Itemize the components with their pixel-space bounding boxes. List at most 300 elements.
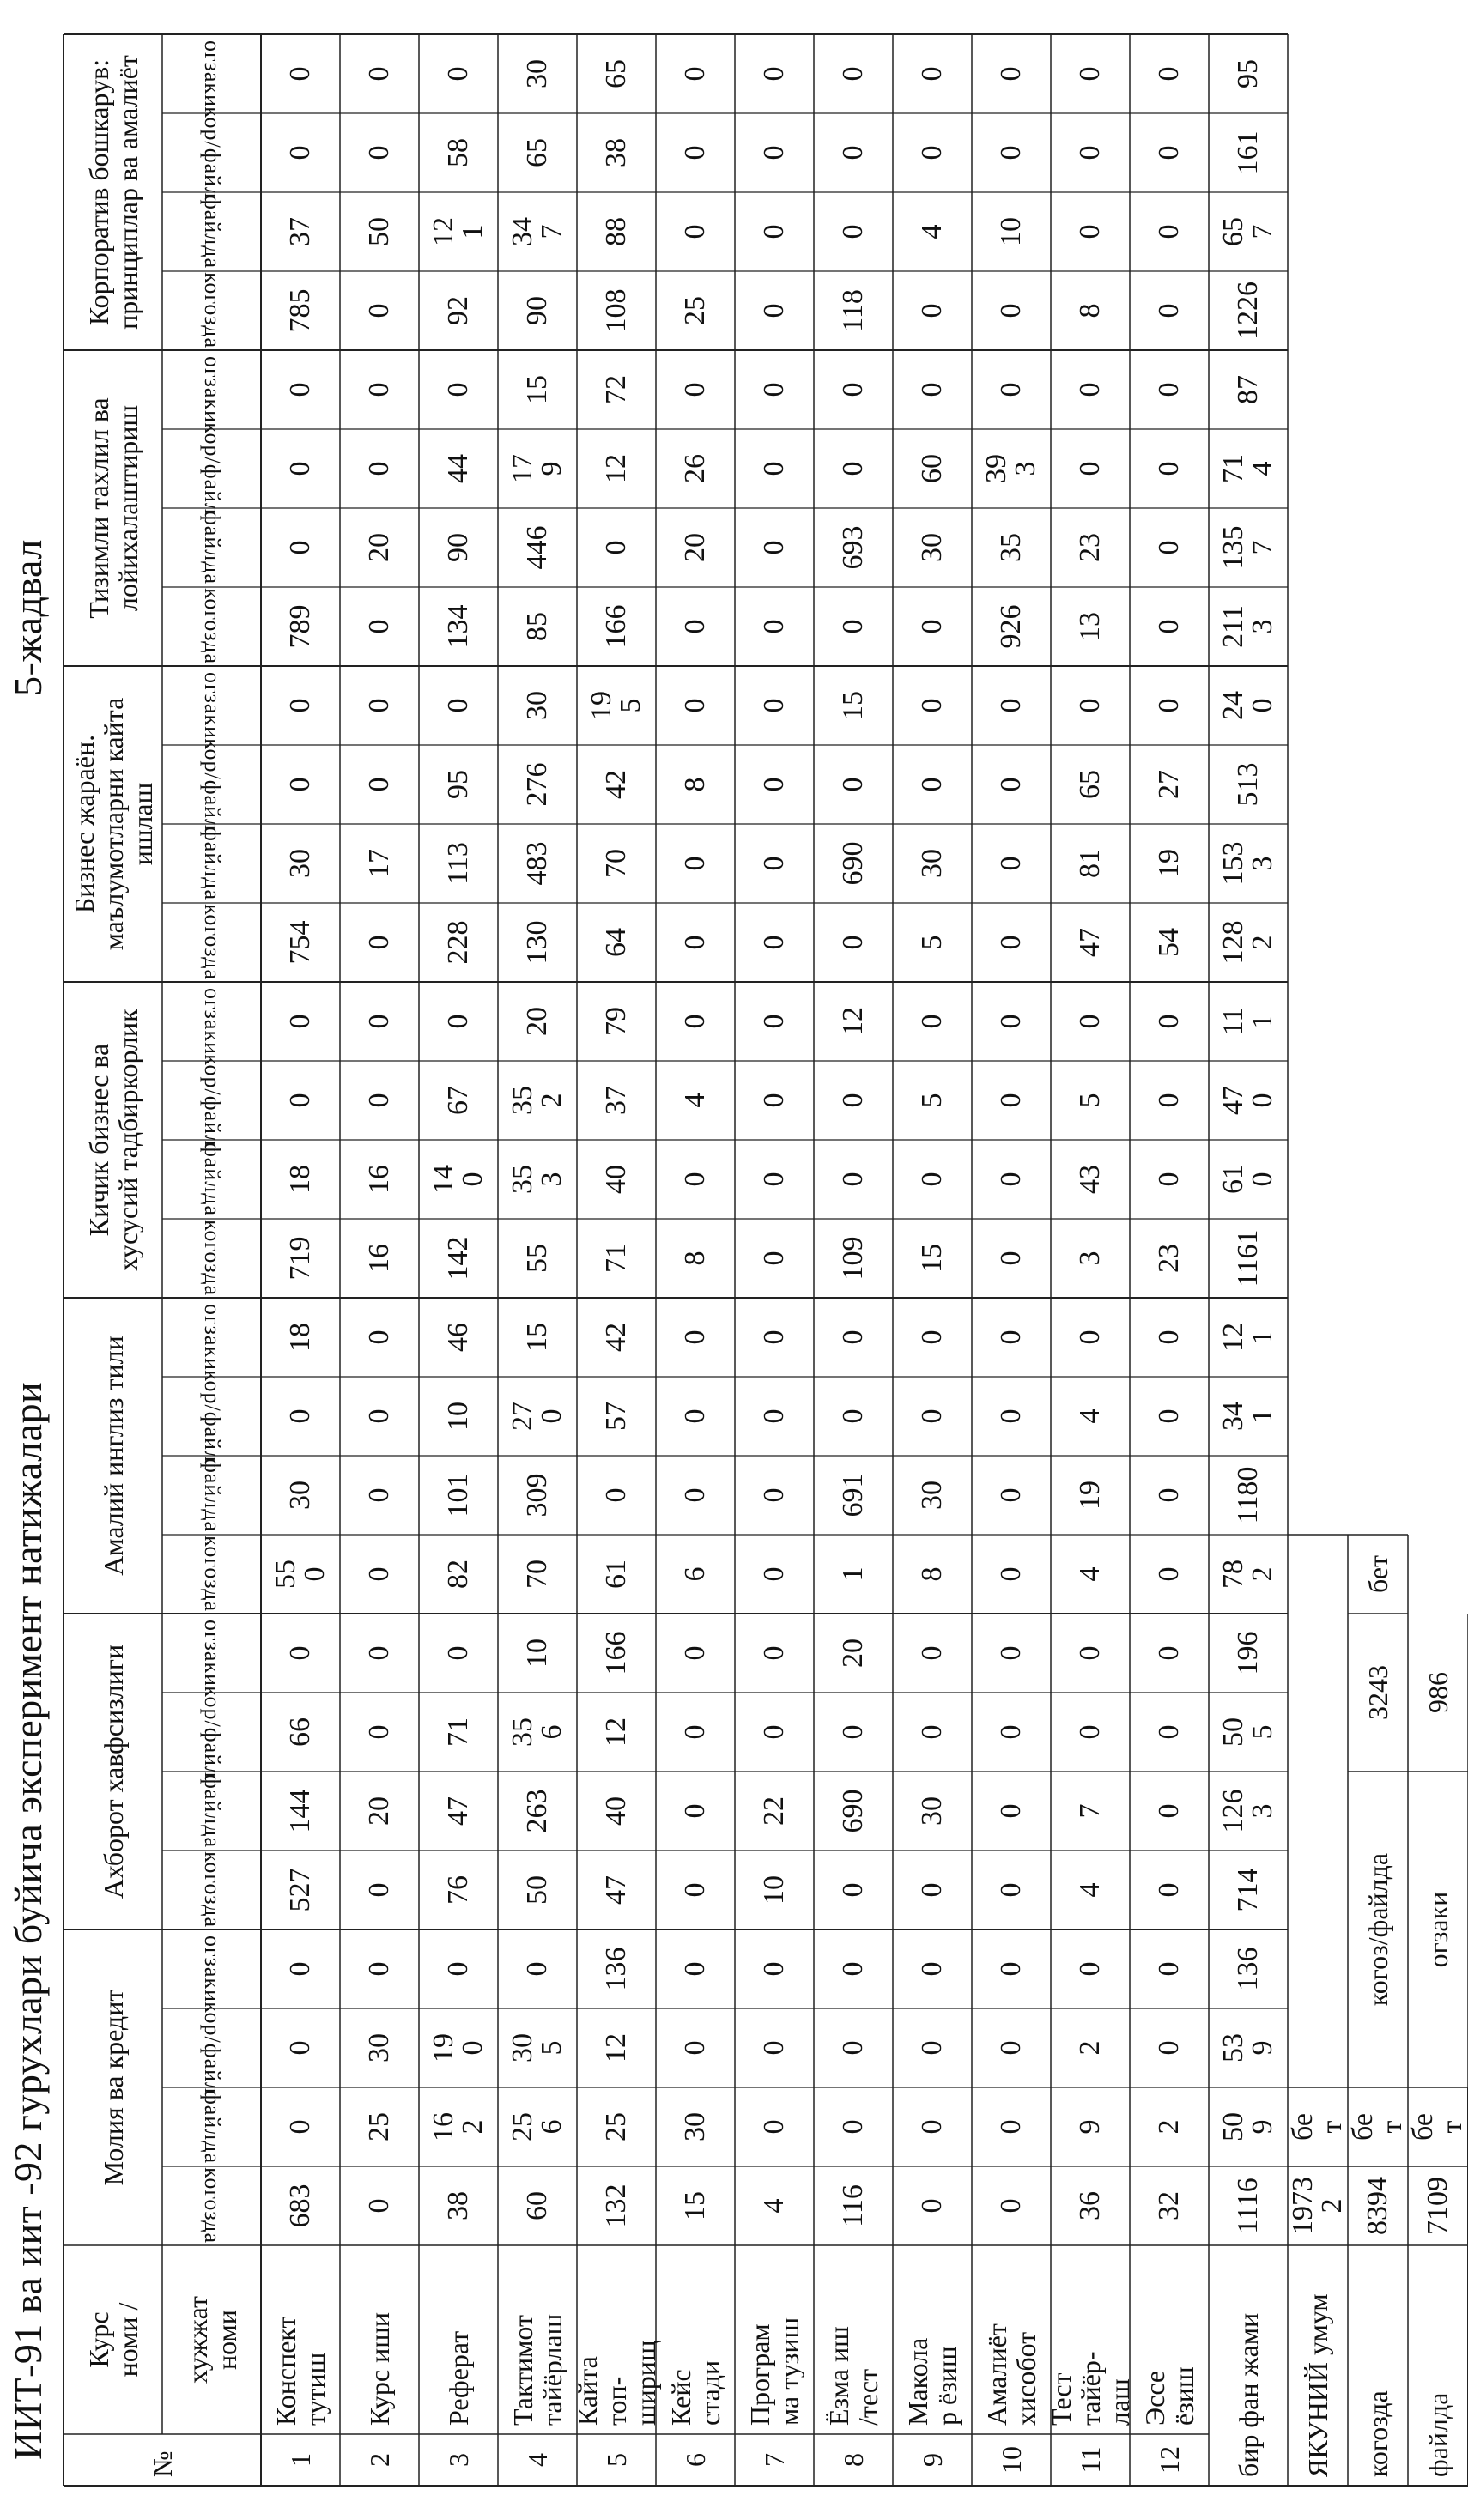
table-cell: 20 — [837, 1639, 869, 1668]
table-cell: 27 0 — [507, 1402, 567, 1431]
subject-total-cell: 53 9 — [1217, 2033, 1278, 2063]
table-cell: 16 2 — [428, 2112, 488, 2141]
table-cell: 0 — [758, 1566, 790, 1582]
table-cell: 0 — [284, 777, 316, 792]
table-cell: 0 — [679, 1803, 711, 1819]
table-cell: 30 — [679, 2112, 711, 2141]
paper-file-value: 3243 — [1362, 1665, 1393, 1720]
subject-total-cell: 95 — [1232, 59, 1264, 88]
table-cell: 0 — [363, 1961, 395, 1977]
subheader-file: файлда — [199, 194, 225, 270]
row-number: 2 — [363, 2453, 395, 2467]
table-cell: 0 — [1153, 1487, 1185, 1503]
table-cell: 0 — [1074, 1724, 1106, 1740]
file-total-value: 7109 — [1422, 2177, 1453, 2235]
subject-total-cell: 513 — [1232, 762, 1264, 807]
table-cell: 0 — [916, 1724, 948, 1740]
document-name: Кайта топ- ширищ — [572, 2340, 661, 2426]
table-cell: 0 — [995, 1172, 1027, 1187]
table-cell: 65 — [1074, 770, 1106, 799]
table-cell: 0 — [916, 1172, 948, 1187]
course-header: Корпоратив бошкарув: принциплар ва амалиёт — [82, 55, 143, 330]
subject-total-cell: 135 7 — [1217, 525, 1278, 570]
subheader-paper-file: кор/файл — [199, 1370, 225, 1463]
table-cell: 0 — [758, 1645, 790, 1661]
table-cell: 0 — [363, 2198, 395, 2214]
table-cell: 0 — [284, 1014, 316, 1029]
header-document-name: хужжат номи — [181, 2296, 242, 2384]
subheader-paper: когозда — [199, 1220, 225, 1297]
document-name: Курс иши — [364, 2311, 395, 2426]
table-cell: 0 — [995, 935, 1027, 950]
table-cell: 30 — [916, 533, 948, 562]
table-cell: 276 — [521, 762, 553, 807]
table-cell: 15 — [837, 691, 869, 720]
table-cell: 0 — [837, 2119, 869, 2135]
table-cell: 0 — [679, 1014, 711, 1029]
table-cell: 0 — [1153, 1566, 1185, 1582]
table-cell: 0 — [363, 461, 395, 476]
table-cell: 0 — [363, 698, 395, 713]
table-cell: 92 — [442, 296, 474, 325]
table-cell: 20 — [679, 533, 711, 562]
table-cell: 0 — [837, 1961, 869, 1977]
table-cell: 20 — [363, 533, 395, 562]
table-cell: 15 — [521, 375, 553, 404]
table-cell: 37 — [284, 217, 316, 246]
table-cell: 54 — [1153, 928, 1185, 957]
table-cell: 0 — [1153, 303, 1185, 318]
subheader-oral: огзаки — [199, 355, 225, 424]
subject-total-cell: 24 0 — [1217, 691, 1278, 720]
subheader-file: файлда — [199, 1773, 225, 1849]
subheader-paper-file: кор/файл — [199, 1054, 225, 1147]
table-cell: 40 — [600, 1165, 632, 1194]
table-cell: 0 — [1074, 224, 1106, 239]
table-cell: 64 — [600, 928, 632, 957]
table-cell: 0 — [995, 1645, 1027, 1661]
table-cell: 0 — [284, 698, 316, 713]
table-cell: 4 — [916, 224, 948, 239]
table-cell: 71 — [442, 1717, 474, 1747]
table-cell: 0 — [995, 1961, 1027, 1977]
subheader-paper: когозда — [199, 904, 225, 981]
table-cell: 0 — [758, 1093, 790, 1108]
table-cell: 309 — [521, 1473, 553, 1517]
table-cell: 34 7 — [507, 217, 567, 246]
table-cell: 76 — [442, 1875, 474, 1905]
oral-label: огзаки — [1422, 1891, 1453, 1968]
table-cell: 0 — [837, 2040, 869, 2056]
table-cell: 19 0 — [428, 2033, 488, 2063]
paper-file-label: когоз/файлда — [1362, 1852, 1393, 2007]
subheader-file: файлда — [199, 510, 225, 585]
table-cell: 0 — [758, 224, 790, 239]
paper-total-value: 8394 — [1362, 2177, 1393, 2235]
table-cell: 0 — [284, 540, 316, 555]
table-cell: 0 — [916, 2040, 948, 2056]
table-cell: 6 — [679, 1566, 711, 1582]
table-cell: 30 — [363, 2033, 395, 2063]
table-cell: 0 — [837, 224, 869, 239]
table-cell: 0 — [837, 382, 869, 397]
table-cell: 0 — [1153, 1093, 1185, 1108]
table-cell: 30 — [284, 1481, 316, 1510]
table-cell: 0 — [837, 619, 869, 634]
table-cell: 0 — [679, 1330, 711, 1345]
table-cell: 0 — [916, 619, 948, 634]
table-cell: 10 — [995, 217, 1027, 246]
table-cell: 0 — [916, 1645, 948, 1661]
table-cell: 1 — [837, 1566, 869, 1582]
table-cell: 0 — [758, 1724, 790, 1740]
subject-total-cell: 87 — [1232, 375, 1264, 404]
subheader-oral: огзаки — [199, 1303, 225, 1372]
table-cell: 0 — [600, 1487, 632, 1503]
subheader-paper-file: кор/файл — [199, 422, 225, 515]
row-number: 10 — [995, 2446, 1027, 2474]
table-cell: 88 — [600, 217, 632, 246]
row-number: 3 — [442, 2453, 474, 2467]
table-cell: 0 — [916, 777, 948, 792]
table-cell: 0 — [363, 619, 395, 634]
table-cell: 0 — [758, 698, 790, 713]
table-cell: 693 — [837, 525, 869, 570]
table-cell: 0 — [758, 540, 790, 555]
table-cell: 18 — [284, 1165, 316, 1194]
table-cell: 0 — [758, 382, 790, 397]
subheader-file: файлда — [199, 826, 225, 901]
table-cell: 0 — [679, 619, 711, 634]
subheader-oral: огзаки — [199, 1619, 225, 1687]
table-cell: 57 — [600, 1402, 632, 1431]
table-cell: 70 — [600, 849, 632, 878]
subject-total-cell: 1161 — [1232, 1229, 1264, 1287]
file-total-label: файлда — [1423, 2392, 1453, 2477]
table-cell: 0 — [284, 1645, 316, 1661]
table-cell: 263 — [521, 1789, 553, 1833]
row-number: 1 — [284, 2453, 316, 2467]
table-cell: 0 — [679, 145, 711, 161]
table-cell: 0 — [995, 2119, 1027, 2135]
table-cell: 0 — [363, 1882, 395, 1898]
table-cell: 47 — [600, 1875, 632, 1905]
table-cell: 0 — [1153, 1724, 1185, 1740]
table-cell: 30 — [521, 59, 553, 88]
table-cell: 20 — [363, 1796, 395, 1826]
table-cell: 0 — [916, 1882, 948, 1898]
subheader-file: файлда — [199, 1142, 225, 1217]
table-cell: 82 — [442, 1560, 474, 1589]
table-cell: 118 — [837, 289, 869, 332]
table-cell: 0 — [916, 145, 948, 161]
table-cell: 0 — [679, 1724, 711, 1740]
document-name: Эссе ёзиш — [1139, 2366, 1199, 2426]
table-cell: 0 — [1074, 461, 1106, 476]
table-cell: 0 — [758, 66, 790, 82]
table-cell: 0 — [363, 935, 395, 950]
table-cell: 5 — [916, 935, 948, 950]
table-cell: 26 — [679, 454, 711, 483]
table-cell: 22 — [758, 1796, 790, 1826]
table-cell: 15 — [916, 1244, 948, 1273]
table-cell: 690 — [837, 841, 869, 886]
table-cell: 754 — [284, 920, 316, 965]
subheader-paper: когозда — [199, 588, 225, 665]
table-cell: 0 — [916, 1014, 948, 1029]
row-number: 5 — [600, 2453, 632, 2467]
row-number: 8 — [837, 2453, 869, 2467]
table-cell: 12 — [600, 454, 632, 483]
table-cell: 166 — [600, 1631, 632, 1675]
table-cell: 15 — [679, 2191, 711, 2220]
subject-total-cell: 78 2 — [1217, 1560, 1278, 1589]
table-cell: 25 — [363, 2112, 395, 2141]
table-cell: 0 — [284, 1408, 316, 1424]
table-cell: 0 — [1074, 382, 1106, 397]
table-cell: 12 — [600, 1717, 632, 1747]
table-cell: 0 — [995, 1408, 1027, 1424]
table-cell: 527 — [284, 1868, 316, 1912]
table-cell: 10 — [758, 1875, 790, 1905]
table-cell: 18 — [284, 1323, 316, 1352]
course-header: Кичик бизнес ва хусусий тадбиркорлик — [82, 1009, 143, 1271]
subject-total-cell: 161 — [1232, 130, 1264, 175]
table-cell: 0 — [837, 777, 869, 792]
table-cell: 4 — [1074, 1882, 1106, 1898]
oral-value: 986 — [1422, 1672, 1453, 1713]
table-cell: 90 — [442, 533, 474, 562]
table-cell: 30 — [916, 1796, 948, 1826]
table-cell: 19 — [1153, 849, 1185, 878]
table-cell: 0 — [1074, 1961, 1106, 1977]
document-name: Тактимот тайёрлаш — [507, 2313, 567, 2426]
table-cell: 446 — [521, 525, 553, 570]
table-cell: 19 — [1074, 1481, 1106, 1510]
table-cell: 0 — [758, 777, 790, 792]
subheader-oral: огзаки — [199, 987, 225, 1056]
document-name: Амалиёт хисобот — [981, 2323, 1041, 2426]
table-cell: 785 — [284, 288, 316, 333]
table-cell: 25 — [679, 296, 711, 325]
table-cell: 0 — [837, 1882, 869, 1898]
table-cell: 0 — [995, 145, 1027, 161]
subheader-paper-file: кор/файл — [199, 738, 225, 831]
table-cell: 0 — [995, 66, 1027, 82]
table-cell: 25 — [600, 2112, 632, 2141]
table-cell: 15 — [521, 1323, 553, 1352]
course-header: Амалий инглиз тили — [97, 1336, 129, 1576]
paper-total-unit: бе т — [1347, 2113, 1408, 2141]
row-number: 6 — [679, 2453, 711, 2467]
table-cell: 0 — [679, 2040, 711, 2056]
table-cell: 0 — [995, 698, 1027, 713]
table-cell: 0 — [758, 303, 790, 318]
table-cell: 55 — [521, 1244, 553, 1273]
table-cell: 0 — [1153, 461, 1185, 476]
subject-total-cell: 128 2 — [1217, 920, 1278, 965]
table-cell: 0 — [837, 1408, 869, 1424]
table-cell: 0 — [916, 382, 948, 397]
table-cell: 2 — [1153, 2119, 1185, 2135]
table-cell: 0 — [1153, 1645, 1185, 1661]
table-cell: 0 — [1074, 698, 1106, 713]
table-cell: 10 — [442, 1402, 474, 1431]
table-cell: 0 — [363, 1566, 395, 1582]
table-cell: 40 — [600, 1796, 632, 1826]
subheader-file: файлда — [199, 1457, 225, 1533]
overall-total-label: ЯКУНИЙ умум — [1302, 2293, 1333, 2477]
table-cell: 23 — [1074, 533, 1106, 562]
document-name: Ёзма иш /тест — [823, 2326, 883, 2426]
subject-total-cell: 71 4 — [1217, 454, 1278, 483]
page-title — [3, 57, 53, 2460]
table-cell: 0 — [995, 1093, 1027, 1108]
table-cell: 0 — [1153, 2040, 1185, 2056]
table-cell: 0 — [758, 619, 790, 634]
table-cell: 0 — [363, 382, 395, 397]
table-cell: 0 — [1074, 145, 1106, 161]
table-cell: 8 — [679, 777, 711, 792]
table-cell: 65 — [600, 59, 632, 88]
table-cell: 0 — [916, 1408, 948, 1424]
table-cell: 0 — [442, 1645, 474, 1661]
table-cell: 55 0 — [270, 1560, 331, 1589]
document-name: Конспект тутиш — [270, 2316, 331, 2426]
table-cell: 0 — [758, 1172, 790, 1187]
table-cell: 130 — [521, 920, 553, 965]
table-cell: 4 — [679, 1093, 711, 1108]
course-header: Тизимли тахлил ва лойихалаштириш — [82, 397, 143, 619]
table-cell: 0 — [995, 2198, 1027, 2214]
subheader-paper: когозда — [199, 1851, 225, 1929]
table-cell: 0 — [363, 1408, 395, 1424]
table-cell: 0 — [284, 145, 316, 161]
document-name: Тест тайёр- лаш — [1046, 2351, 1135, 2426]
table-cell: 0 — [679, 1408, 711, 1424]
header-course-name: Курс номи / — [82, 2302, 143, 2378]
table-cell: 0 — [916, 1961, 948, 1977]
subheader-oral: огзаки — [199, 671, 225, 740]
table-cell: 0 — [837, 935, 869, 950]
subject-total-cell: 47 0 — [1217, 1086, 1278, 1115]
table-cell: 0 — [679, 698, 711, 713]
table-cell: 36 — [1074, 2191, 1106, 2220]
table-cell: 0 — [916, 698, 948, 713]
table-cell: 0 — [758, 856, 790, 871]
subject-total-cell: 34 1 — [1217, 1402, 1278, 1431]
file-total-unit: бе т — [1407, 2113, 1468, 2141]
table-cell: 719 — [284, 1236, 316, 1281]
table-cell: 0 — [363, 1014, 395, 1029]
table-cell: 116 — [837, 2184, 869, 2227]
table-cell: 0 — [758, 1330, 790, 1345]
table-cell: 0 — [995, 1487, 1027, 1503]
table-cell: 50 — [363, 217, 395, 246]
table-cell: 0 — [837, 1330, 869, 1345]
table-cell: 0 — [758, 1408, 790, 1424]
table-cell: 32 — [1153, 2191, 1185, 2220]
table-cell: 60 — [916, 454, 948, 483]
table-cell: 0 — [758, 461, 790, 476]
table-cell: 42 — [600, 770, 632, 799]
results-table — [64, 34, 1468, 2486]
table-cell: 2 — [1074, 2040, 1106, 2056]
table-cell: 0 — [284, 2040, 316, 2056]
table-cell: 3 — [1074, 1251, 1106, 1266]
table-cell: 0 — [758, 935, 790, 950]
table-cell: 0 — [758, 1487, 790, 1503]
subheader-paper-file: кор/файл — [199, 106, 225, 199]
table-cell: 0 — [679, 382, 711, 397]
table-cell: 5 — [916, 1093, 948, 1108]
table-cell: 0 — [521, 1961, 553, 1977]
table-cell: 50 — [521, 1875, 553, 1905]
table-cell: 35 6 — [507, 1717, 567, 1747]
table-cell: 144 — [284, 1789, 316, 1833]
table-cell: 108 — [600, 288, 632, 333]
table-cell: 0 — [995, 777, 1027, 792]
subject-total-cell: 50 9 — [1217, 2112, 1278, 2141]
row-number: 9 — [916, 2453, 948, 2467]
course-header: Молия ва кредит — [97, 1989, 129, 2186]
table-cell: 0 — [1153, 698, 1185, 713]
table-cell: 30 — [916, 1481, 948, 1510]
table-cell: 8 — [1074, 303, 1106, 318]
table-cell: 0 — [1153, 1014, 1185, 1029]
table-cell: 0 — [284, 1093, 316, 1108]
table-cell: 0 — [1074, 1014, 1106, 1029]
table-cell: 0 — [363, 1645, 395, 1661]
table-cell: 0 — [1153, 66, 1185, 82]
table-cell: 90 — [521, 296, 553, 325]
subject-total-cell: 136 — [1232, 1947, 1264, 1991]
table-cell: 61 — [600, 1560, 632, 1589]
document-name: Макола р ёзиш — [902, 2337, 962, 2426]
subject-total-cell: 153 3 — [1217, 841, 1278, 886]
table-cell: 47 — [1074, 928, 1106, 957]
table-cell: 789 — [284, 604, 316, 649]
table-cell: 12 — [837, 1007, 869, 1036]
table-cell: 0 — [1153, 1961, 1185, 1977]
table-cell: 0 — [679, 935, 711, 950]
table-cell: 0 — [284, 461, 316, 476]
table-cell: 0 — [363, 66, 395, 82]
document-name: Реферат — [443, 2330, 474, 2426]
table-cell: 72 — [600, 375, 632, 404]
table-cell: 0 — [363, 1487, 395, 1503]
table-cell: 0 — [363, 1724, 395, 1740]
table-cell: 0 — [679, 1645, 711, 1661]
table-cell: 0 — [916, 2119, 948, 2135]
table-cell: 0 — [442, 1961, 474, 1977]
table-cell: 483 — [521, 841, 553, 886]
subheader-oral: огзаки — [199, 39, 225, 108]
subject-total-cell: 1180 — [1232, 1466, 1264, 1524]
subheader-paper-file: кор/файл — [199, 1686, 225, 1778]
table-cell: 0 — [916, 303, 948, 318]
table-cell: 30 — [284, 849, 316, 878]
table-cell: 35 — [995, 533, 1027, 562]
subject-total-cell: 714 — [1232, 1868, 1264, 1912]
paper-file-unit: бет — [1362, 1554, 1393, 1594]
table-cell: 0 — [995, 1251, 1027, 1266]
table-cell: 0 — [600, 540, 632, 555]
table-cell: 0 — [363, 1330, 395, 1345]
table-cell: 0 — [1153, 1882, 1185, 1898]
table-cell: 0 — [995, 1724, 1027, 1740]
table-cell: 0 — [837, 461, 869, 476]
